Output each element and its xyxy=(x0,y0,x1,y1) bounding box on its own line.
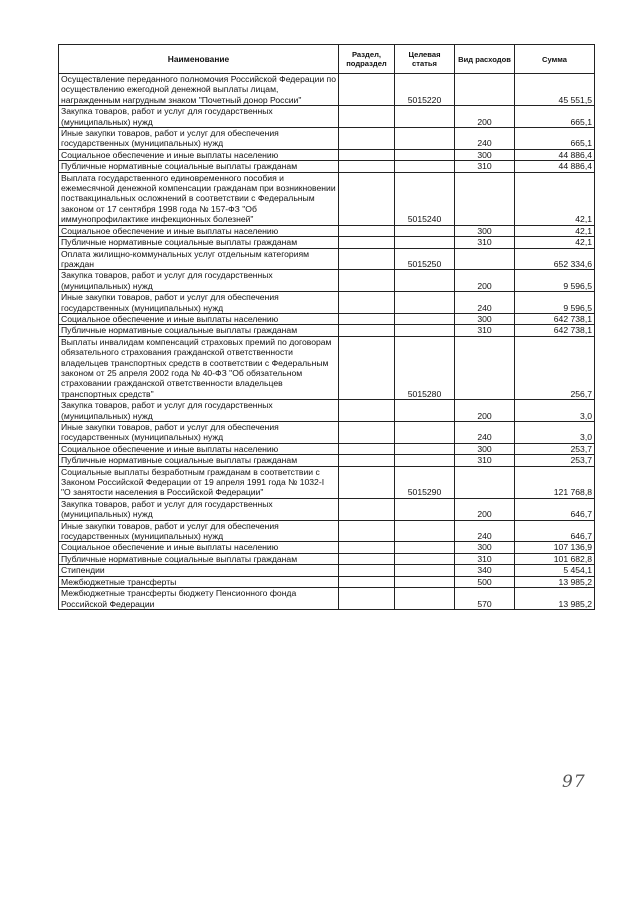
cell-amount: 642 738,1 xyxy=(515,313,595,324)
cell-expense-type: 570 xyxy=(455,588,515,610)
cell-name: Осуществление переданного полномочия Российской Федерации по осуществлению ежегодной денежной выплаты лицам, награжденным нагрудным знаком "Почетный донор России" xyxy=(59,74,339,106)
header-amount: Сумма xyxy=(515,45,595,74)
cell-expense-type: 240 xyxy=(455,422,515,444)
cell-name: Оплата жилищно-коммунальных услуг отдельным категориям граждан xyxy=(59,248,339,270)
cell-target xyxy=(395,313,455,324)
cell-expense-type: 500 xyxy=(455,576,515,587)
cell-expense-type: 310 xyxy=(455,553,515,564)
cell-target xyxy=(395,270,455,292)
cell-amount: 9 596,5 xyxy=(515,270,595,292)
cell-name: Публичные нормативные социальные выплаты гражданам xyxy=(59,325,339,336)
page-number: 97 xyxy=(562,772,586,792)
cell-target xyxy=(395,106,455,128)
cell-name: Публичные нормативные социальные выплаты гражданам xyxy=(59,553,339,564)
cell-amount: 121 768,8 xyxy=(515,466,595,498)
cell-expense-type: 200 xyxy=(455,498,515,520)
cell-section xyxy=(339,422,395,444)
cell-amount: 665,1 xyxy=(515,128,595,150)
cell-expense-type xyxy=(455,336,515,399)
cell-amount: 9 596,5 xyxy=(515,292,595,314)
cell-section xyxy=(339,225,395,236)
cell-name: Закупка товаров, работ и услуг для государственных (муниципальных) нужд xyxy=(59,400,339,422)
cell-expense-type: 200 xyxy=(455,400,515,422)
cell-name: Иные закупки товаров, работ и услуг для обеспечения государственных (муниципальных) нужд xyxy=(59,128,339,150)
cell-expense-type xyxy=(455,74,515,106)
cell-name: Социальные выплаты безработным гражданам в соответствии с Законом Российской Федерации от 19 апреля 1991 года № 1032-I "О занятости населения в Российской Федерации" xyxy=(59,466,339,498)
cell-target xyxy=(395,576,455,587)
table-row xyxy=(59,422,595,444)
table-header-row xyxy=(59,45,595,74)
table-row xyxy=(59,225,595,236)
cell-amount: 13 985,2 xyxy=(515,588,595,610)
cell-section xyxy=(339,292,395,314)
cell-target xyxy=(395,520,455,542)
cell-name: Социальное обеспечение и иные выплаты населению xyxy=(59,313,339,324)
cell-amount: 253,7 xyxy=(515,443,595,454)
cell-section xyxy=(339,455,395,466)
cell-section xyxy=(339,128,395,150)
cell-target xyxy=(395,498,455,520)
cell-section xyxy=(339,443,395,454)
cell-target xyxy=(395,161,455,172)
cell-name: Социальное обеспечение и иные выплаты населению xyxy=(59,443,339,454)
cell-name: Публичные нормативные социальные выплаты гражданам xyxy=(59,161,339,172)
header-expense-type: Вид расходов xyxy=(455,45,515,74)
cell-amount: 44 886,4 xyxy=(515,161,595,172)
cell-section xyxy=(339,237,395,248)
cell-name: Стипендии xyxy=(59,565,339,576)
cell-target: 5015240 xyxy=(395,172,455,225)
cell-name: Иные закупки товаров, работ и услуг для обеспечения государственных (муниципальных) нужд xyxy=(59,292,339,314)
table-row xyxy=(59,325,595,336)
cell-section xyxy=(339,565,395,576)
table-row xyxy=(59,466,595,498)
cell-section xyxy=(339,161,395,172)
cell-amount: 3,0 xyxy=(515,422,595,444)
cell-amount: 642 738,1 xyxy=(515,325,595,336)
cell-expense-type: 300 xyxy=(455,443,515,454)
cell-expense-type: 310 xyxy=(455,161,515,172)
cell-amount: 253,7 xyxy=(515,455,595,466)
cell-section xyxy=(339,248,395,270)
cell-section xyxy=(339,74,395,106)
cell-amount: 665,1 xyxy=(515,106,595,128)
table-row xyxy=(59,237,595,248)
cell-amount: 256,7 xyxy=(515,336,595,399)
header-section: Раздел, подраздел xyxy=(339,45,395,74)
cell-target xyxy=(395,225,455,236)
cell-expense-type: 300 xyxy=(455,542,515,553)
cell-amount: 45 551,5 xyxy=(515,74,595,106)
cell-target xyxy=(395,443,455,454)
table-row xyxy=(59,172,595,225)
cell-expense-type: 310 xyxy=(455,325,515,336)
cell-name: Социальное обеспечение и иные выплаты населению xyxy=(59,542,339,553)
cell-name: Публичные нормативные социальные выплаты гражданам xyxy=(59,237,339,248)
cell-target xyxy=(395,325,455,336)
cell-amount: 646,7 xyxy=(515,498,595,520)
cell-section xyxy=(339,270,395,292)
cell-amount: 13 985,2 xyxy=(515,576,595,587)
cell-section xyxy=(339,542,395,553)
cell-name: Иные закупки товаров, работ и услуг для обеспечения государственных (муниципальных) нужд xyxy=(59,422,339,444)
cell-target xyxy=(395,128,455,150)
cell-amount: 652 334,6 xyxy=(515,248,595,270)
table-row xyxy=(59,520,595,542)
cell-section xyxy=(339,466,395,498)
cell-section xyxy=(339,325,395,336)
cell-name: Межбюджетные трансферты бюджету Пенсионного фонда Российской Федерации xyxy=(59,588,339,610)
cell-expense-type xyxy=(455,248,515,270)
cell-amount: 42,1 xyxy=(515,172,595,225)
cell-expense-type: 300 xyxy=(455,313,515,324)
cell-section xyxy=(339,149,395,160)
cell-section xyxy=(339,106,395,128)
cell-expense-type: 340 xyxy=(455,565,515,576)
table-row xyxy=(59,553,595,564)
header-target: Целевая статья xyxy=(395,45,455,74)
cell-section xyxy=(339,588,395,610)
cell-section xyxy=(339,553,395,564)
cell-expense-type: 200 xyxy=(455,106,515,128)
cell-target xyxy=(395,149,455,160)
cell-target xyxy=(395,237,455,248)
table-row xyxy=(59,149,595,160)
cell-target xyxy=(395,542,455,553)
cell-section xyxy=(339,576,395,587)
cell-target: 5015280 xyxy=(395,336,455,399)
cell-target: 5015220 xyxy=(395,74,455,106)
cell-expense-type: 310 xyxy=(455,455,515,466)
table-row xyxy=(59,292,595,314)
cell-name: Социальное обеспечение и иные выплаты населению xyxy=(59,225,339,236)
cell-amount: 5 454,1 xyxy=(515,565,595,576)
table-row xyxy=(59,565,595,576)
cell-amount: 646,7 xyxy=(515,520,595,542)
table-row xyxy=(59,588,595,610)
cell-section xyxy=(339,498,395,520)
budget-table xyxy=(58,44,595,610)
table-row xyxy=(59,336,595,399)
table-row xyxy=(59,498,595,520)
cell-amount: 3,0 xyxy=(515,400,595,422)
table-row xyxy=(59,443,595,454)
cell-target: 5015250 xyxy=(395,248,455,270)
cell-expense-type: 300 xyxy=(455,225,515,236)
table-body xyxy=(59,74,595,610)
cell-section xyxy=(339,520,395,542)
cell-section xyxy=(339,313,395,324)
cell-expense-type: 310 xyxy=(455,237,515,248)
table-row xyxy=(59,128,595,150)
cell-section xyxy=(339,400,395,422)
cell-name: Закупка товаров, работ и услуг для государственных (муниципальных) нужд xyxy=(59,270,339,292)
cell-target xyxy=(395,400,455,422)
cell-amount: 107 136,9 xyxy=(515,542,595,553)
cell-target xyxy=(395,422,455,444)
cell-name: Закупка товаров, работ и услуг для государственных (муниципальных) нужд xyxy=(59,106,339,128)
cell-name: Выплаты инвалидам компенсаций страховых премий по договорам обязательного страхования гражданской ответственности владельцев транспортных средств в соответствии с Федеральным законом от 25 апреля 2002 года № 40-ФЗ "Об обязательном страховании гражданской ответственности владельцев транспортных средств" xyxy=(59,336,339,399)
cell-amount: 44 886,4 xyxy=(515,149,595,160)
cell-target xyxy=(395,553,455,564)
cell-expense-type xyxy=(455,172,515,225)
header-name: Наименование xyxy=(59,45,339,74)
table-row xyxy=(59,400,595,422)
cell-amount: 101 682,8 xyxy=(515,553,595,564)
cell-name: Публичные нормативные социальные выплаты гражданам xyxy=(59,455,339,466)
cell-name: Иные закупки товаров, работ и услуг для обеспечения государственных (муниципальных) нужд xyxy=(59,520,339,542)
table-row xyxy=(59,313,595,324)
cell-section xyxy=(339,172,395,225)
cell-expense-type: 240 xyxy=(455,128,515,150)
cell-expense-type: 200 xyxy=(455,270,515,292)
table-row xyxy=(59,576,595,587)
table-row xyxy=(59,161,595,172)
cell-expense-type: 300 xyxy=(455,149,515,160)
cell-section xyxy=(339,336,395,399)
cell-expense-type: 240 xyxy=(455,520,515,542)
cell-target xyxy=(395,588,455,610)
cell-name: Межбюджетные трансферты xyxy=(59,576,339,587)
cell-target xyxy=(395,455,455,466)
cell-target xyxy=(395,292,455,314)
cell-target: 5015290 xyxy=(395,466,455,498)
cell-target xyxy=(395,565,455,576)
cell-amount: 42,1 xyxy=(515,237,595,248)
cell-name: Выплата государственного единовременного пособия и ежемесячной денежной компенсации гражданам при возникновении поствакцинальных осложнений в соответствии с Федеральным законом от 17 сентября 1998 года № 157-ФЗ "Об иммунопрофилактике инфекционных болезней" xyxy=(59,172,339,225)
table-row xyxy=(59,270,595,292)
table-row xyxy=(59,542,595,553)
table-row xyxy=(59,248,595,270)
cell-name: Закупка товаров, работ и услуг для государственных (муниципальных) нужд xyxy=(59,498,339,520)
cell-expense-type: 240 xyxy=(455,292,515,314)
table-row xyxy=(59,455,595,466)
cell-amount: 42,1 xyxy=(515,225,595,236)
table-row xyxy=(59,74,595,106)
table-row xyxy=(59,106,595,128)
cell-name: Социальное обеспечение и иные выплаты населению xyxy=(59,149,339,160)
cell-expense-type xyxy=(455,466,515,498)
